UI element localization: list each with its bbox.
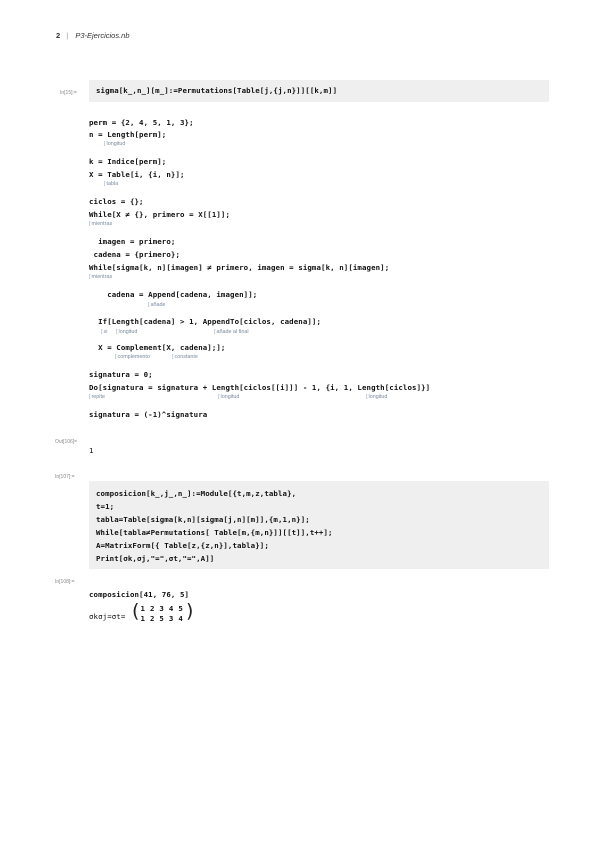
in107-line[interactable]: A=MatrixForm[{ Table[z,{z,n}],tabla}];	[96, 541, 269, 550]
in108-label: In[108]:=	[55, 579, 75, 585]
matrix-cell: 4	[178, 614, 183, 623]
annotation-longitud: [ longitud	[104, 141, 125, 147]
matrix-row-2	[138, 614, 185, 624]
in108-code[interactable]: composicion[41, 76, 5]	[89, 590, 190, 599]
in107-line[interactable]: tabla=Table[sigma[k,n][sigma[j,n][m]],{m,1,n}];	[96, 515, 310, 524]
code-line-signatura0[interactable]: signatura = 0;	[89, 370, 153, 379]
page-number: 2	[56, 31, 61, 40]
in107-line[interactable]: Print[σk,σj,"=",σt,"=",A]]	[96, 554, 215, 563]
code-line-ciclos[interactable]: ciclos = {};	[89, 197, 144, 206]
matrix-cell: 1	[140, 614, 145, 623]
matrix-cell: 1	[140, 604, 145, 613]
in107-line[interactable]: While[tabla≠Permutations[ Table[m,{m,n}]][[t]],t++];	[96, 528, 333, 537]
matrix-cell: 5	[159, 614, 164, 623]
in15-code[interactable]: sigma[k_,n_][m_]:=Permutations[Table[j,{j,n}]][[k,m]]	[96, 86, 338, 95]
annotation-anade-al-final: [ añade al final	[214, 329, 249, 335]
code-line-append[interactable]: cadena = Append[cadena, imagen]];	[89, 290, 258, 299]
notebook-title: P3-Ejercicios.nb	[75, 31, 130, 40]
annotation-constante: [ constante	[172, 354, 198, 360]
code-line-while2[interactable]: While[sigma[k, n][imagen] ≠ primero, imagen = sigma[k, n][imagen];	[89, 263, 390, 272]
matrix-cell: 3	[159, 604, 164, 613]
in107-line[interactable]: t=1;	[96, 502, 115, 511]
matrix-cell: 3	[168, 614, 174, 623]
out106-value: 1	[89, 446, 94, 455]
annotation-mientras: [ mientras	[89, 221, 112, 227]
out106-label: Out[106]=	[55, 439, 78, 445]
matrix-row-1	[138, 604, 185, 614]
in107-label: In[107]:=	[55, 474, 75, 480]
code-line-complement[interactable]: X = Complement[X, cadena];];	[89, 343, 226, 352]
code-line-signatura-final[interactable]: signatura = (-1)^signatura	[89, 410, 208, 419]
annotation-anade: [ añade	[148, 302, 166, 308]
matrix-cell: 2	[149, 614, 155, 623]
matrix-cell: 2	[149, 604, 155, 613]
code-line-perm[interactable]: perm = {2, 4, 5, 1, 3};	[89, 118, 194, 127]
annotation-longitud: [ longitud	[218, 394, 239, 400]
page-header	[56, 31, 130, 40]
matrix-cell: 4	[168, 604, 174, 613]
matrix-cell: 5	[178, 604, 183, 613]
code-line-while1[interactable]: While[X ≠ {}, primero = X[[1]];	[89, 210, 231, 219]
code-line-k[interactable]: k = Indice[perm];	[89, 157, 167, 166]
code-line-do[interactable]: Do[signatura = signatura + Length[ciclos[[i]]] - 1, {i, 1, Length[ciclos]}]	[89, 383, 431, 392]
annotation-longitud: [ longitud	[366, 394, 387, 400]
in107-line[interactable]: composicion[k_,j_,n_]:=Module[{t,m,z,tabla},	[96, 489, 297, 498]
annotation-repite: [ repite	[89, 394, 105, 400]
annotation-si: [ si	[101, 329, 107, 335]
annotation-longitud: [ longitud	[116, 329, 137, 335]
annotation-tabla: [ tabla	[104, 181, 118, 187]
annotation-complemento: [ complemento	[115, 354, 150, 360]
matrix-left-paren: (	[132, 600, 140, 622]
print-prefix: σkσj=σt=	[89, 612, 126, 621]
header-separator: |	[66, 31, 69, 40]
code-line-n[interactable]: n = Length[perm];	[89, 130, 167, 139]
code-line-imagen[interactable]: imagen = primero;	[89, 237, 176, 246]
matrix-output	[138, 604, 185, 624]
annotation-mientras: [ mientras	[89, 274, 112, 280]
matrix-right-paren: )	[186, 600, 194, 622]
in15-label: In[15]:=	[60, 90, 77, 96]
code-line-X[interactable]: X = Table[i, {i, n}];	[89, 170, 185, 179]
code-line-if[interactable]: If[Length[cadena] > 1, AppendTo[ciclos, cadena]];	[89, 317, 322, 326]
code-line-cadena[interactable]: cadena = {primero};	[89, 250, 180, 259]
